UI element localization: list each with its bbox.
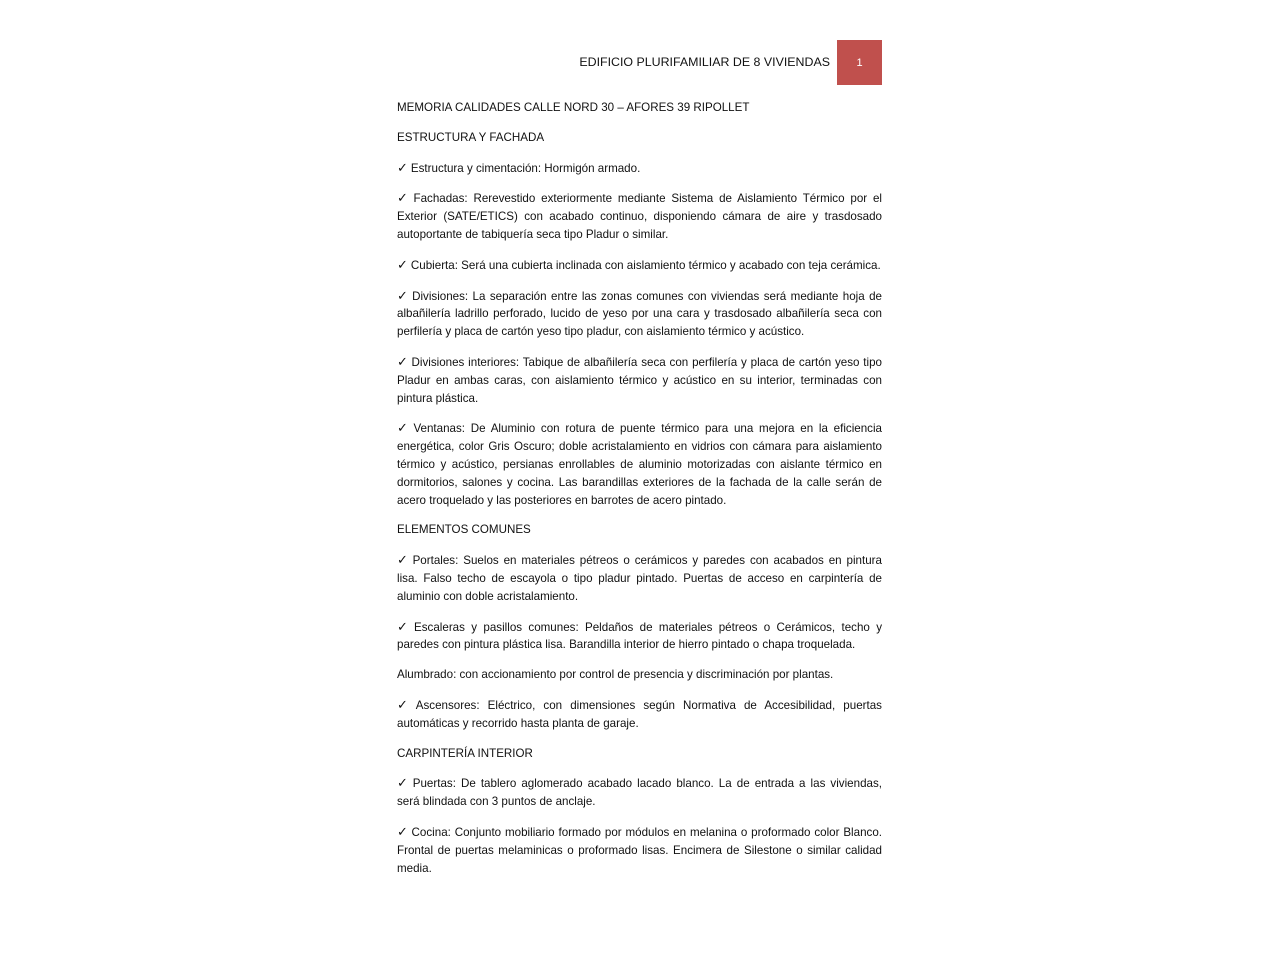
spec-item xyxy=(397,774,882,811)
block-text: Portales: Suelos en materiales pétreos o cerámicos y paredes con acabados en pintura lisa. Falso techo de escayola o tipo pladur pintado. Puertas de acceso en carpintería de aluminio con doble acristalamiento. xyxy=(397,554,882,603)
block-text: MEMORIA CALIDADES CALLE NORD 30 – AFORES 39 RIPOLLET xyxy=(397,101,750,114)
block-text: Estructura y cimentación: Hormigón armado. xyxy=(410,161,641,175)
block-text: Divisiones: La separación entre las zonas comunes con viviendas será mediante hoja de albañilería ladrillo perforado, lucido de yeso por una cara y trasdosado albañilería seca con perfilería y placa de cartón yeso tipo pladur, con aislamiento térmico y acústico. xyxy=(397,289,882,339)
checkmark-icon: ✓ xyxy=(397,287,410,303)
page-number-badge xyxy=(837,40,882,85)
block-text: ESTRUCTURA Y FACHADA xyxy=(397,130,545,144)
spec-item xyxy=(397,419,882,509)
block-text: Cocina: Conjunto mobiliario formado por módulos en melanina o proformado color Blanco. Frontal de puertas melaminicas o proformado lisas. Encimera de Silestone o similar calidad media. xyxy=(397,825,882,875)
checkmark-icon: ✓ xyxy=(397,696,413,712)
spec-item xyxy=(397,159,882,178)
block-text: Escaleras y pasillos comunes: Peldaños de materiales pétreos o Cerámicos, techo y paredes con pintura plástica lisa. Barandilla interior de hierro pintado o chapa troquelada. xyxy=(397,620,882,652)
spec-item xyxy=(397,618,882,655)
section-heading xyxy=(397,129,882,147)
checkmark-icon: ✓ xyxy=(397,552,410,568)
checkmark-icon: ✓ xyxy=(397,618,412,634)
checkmark-icon: ✓ xyxy=(397,823,409,839)
block-text: Ascensores: Eléctrico, con dimensiones según Normativa de Accesibilidad, puertas automáticas y recorrido hasta planta de garaje. xyxy=(397,698,882,730)
section-heading xyxy=(397,99,882,117)
checkmark-icon: ✓ xyxy=(397,190,411,206)
spec-item xyxy=(397,353,882,407)
block-text: Divisiones interiores: Tabique de albañilería seca con perfilería y placa de cartón yeso tipo Pladur en ambas caras, con aislamiento térmico y acústico en su interior, terminadas con pintura plástica. xyxy=(397,355,882,405)
block-text: CARPINTERÍA INTERIOR xyxy=(397,746,533,760)
checkmark-icon: ✓ xyxy=(397,353,409,369)
header-title: EDIFICIO PLURIFAMILIAR DE 8 VIVIENDAS xyxy=(579,55,830,69)
spec-item xyxy=(397,256,882,275)
checkmark-icon: ✓ xyxy=(397,256,408,272)
page-number: 1 xyxy=(856,56,863,69)
section-heading xyxy=(397,521,882,539)
spec-item xyxy=(397,551,882,605)
document-body xyxy=(397,99,882,889)
spec-item xyxy=(397,823,882,877)
spec-item xyxy=(397,287,882,341)
block-text: ELEMENTOS COMUNES xyxy=(397,523,531,537)
checkmark-icon: ✓ xyxy=(397,420,411,436)
section-heading xyxy=(397,745,882,763)
block-text: Ventanas: De Aluminio con rotura de puente térmico para una mejora en la eficiencia energética, color Gris Oscuro; doble acristalamiento en vidrios con cámara para aislamiento térmico y acústico, persianas enrollables de aluminio motorizadas con aislante térmico en dormitorios, salones y cocina. Las barandillas exteriores de la fachada de la calle serán de acero troquelado y las posteriores en barrotes de acero pintado. xyxy=(397,422,882,507)
spec-item xyxy=(397,696,882,733)
checkmark-icon: ✓ xyxy=(397,775,410,791)
block-text: Puertas: De tablero aglomerado acabado lacado blanco. La de entrada a las viviendas, será blindada con 3 puntos de anclaje. xyxy=(397,777,882,809)
spec-paragraph xyxy=(397,666,882,684)
block-text: Cubierta: Será una cubierta inclinada con aislamiento térmico y acabado con teja cerámica. xyxy=(410,258,881,272)
checkmark-icon: ✓ xyxy=(397,159,408,175)
block-text: Fachadas: Rerevestido exteriormente mediante Sistema de Aislamiento Térmico por el Exterior (SATE/ETICS) con acabado continuo, disponiendo cámara de aire y trasdosado autoportante de tabiquería seca tipo Pladur o similar. xyxy=(397,192,882,241)
block-text: Alumbrado: con accionamiento por control de presencia y discriminación por plantas. xyxy=(397,668,834,682)
spec-item xyxy=(397,189,882,243)
